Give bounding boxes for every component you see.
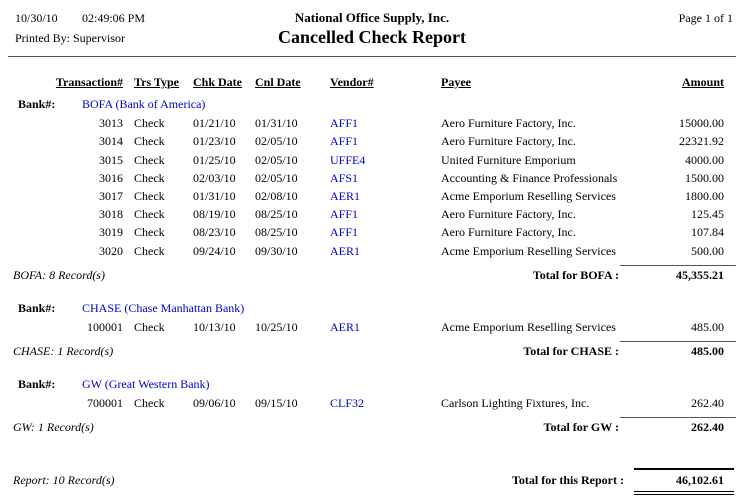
- cell-transaction: 3015: [99, 152, 123, 167]
- vendor-link[interactable]: AER1: [330, 243, 360, 258]
- vendor-link[interactable]: AFF1: [330, 134, 359, 149]
- bank-header-row: [8, 299, 736, 318]
- bank-section: [8, 299, 736, 365]
- bank-total-label: Total for BOFA :: [532, 267, 619, 282]
- column-header-amount: Amount: [681, 75, 724, 89]
- check-row: [8, 242, 736, 260]
- report-total-amount: 46,102.61: [634, 468, 734, 495]
- cell-amount: 1500.00: [685, 170, 724, 185]
- cell-transaction: 3014: [99, 134, 123, 149]
- cell-amount: 15000.00: [679, 116, 724, 131]
- cell-amount: 107.84: [691, 225, 724, 240]
- cell-trs-type: Check: [134, 170, 165, 185]
- cell-chk-date: 09/06/10: [193, 395, 236, 410]
- check-row: [8, 114, 736, 132]
- bank-name-link[interactable]: BOFA (Bank of America): [82, 97, 206, 112]
- bank-rows: [8, 394, 736, 412]
- bank-number-label: Bank#:: [18, 300, 56, 315]
- cell-cnl-date: 02/05/10: [255, 134, 298, 149]
- bank-header-row: [8, 95, 736, 114]
- cell-payee: Accounting & Finance Professionals: [441, 170, 618, 185]
- bank-total-amount: 45,355.21: [620, 265, 736, 283]
- bank-record-summary: CHASE: 1 Record(s): [13, 343, 114, 358]
- column-header-trs-type: Trs Type: [134, 75, 180, 89]
- bank-name-link[interactable]: GW (Great Western Bank): [82, 376, 210, 391]
- vendor-link[interactable]: AFS1: [330, 170, 359, 185]
- report-total-row: [8, 466, 736, 500]
- cell-payee: Aero Furniture Factory, Inc.: [441, 116, 576, 131]
- cell-payee: United Furniture Emporium: [441, 152, 576, 167]
- cell-chk-date: 01/21/10: [193, 116, 236, 131]
- cell-payee: Acme Emporium Reselling Services: [441, 188, 616, 203]
- cell-chk-date: 08/23/10: [193, 225, 236, 240]
- cell-cnl-date: 02/05/10: [255, 152, 298, 167]
- bank-total-label: Total for GW :: [543, 420, 619, 435]
- column-header-row: [8, 73, 736, 91]
- cell-cnl-date: 02/08/10: [255, 188, 298, 203]
- cell-amount: 262.40: [691, 395, 724, 410]
- vendor-link[interactable]: AFF1: [330, 225, 359, 240]
- bank-section: [8, 375, 736, 441]
- cell-transaction: 3018: [99, 207, 123, 222]
- bank-rows: [8, 318, 736, 336]
- cell-amount: 500.00: [691, 243, 724, 258]
- cell-trs-type: Check: [134, 225, 165, 240]
- cell-cnl-date: 08/25/10: [255, 225, 298, 240]
- bank-record-summary: BOFA: 8 Record(s): [13, 267, 105, 282]
- cell-cnl-date: 09/15/10: [255, 395, 298, 410]
- cell-trs-type: Check: [134, 116, 165, 131]
- report-title: Cancelled Check Report: [278, 27, 466, 47]
- bank-number-label: Bank#:: [18, 97, 56, 112]
- cell-payee: Aero Furniture Factory, Inc.: [441, 225, 576, 240]
- cell-cnl-date: 01/31/10: [255, 116, 298, 131]
- check-row: [8, 132, 736, 150]
- cell-payee: Acme Emporium Reselling Services: [441, 243, 616, 258]
- printed-by: Printed By: Supervisor: [15, 31, 125, 45]
- report-total-label: Total for this Report :: [512, 473, 624, 488]
- cell-chk-date: 09/24/10: [193, 243, 236, 258]
- page-indicator: Page 1 of 1: [678, 11, 733, 25]
- check-row: [8, 169, 736, 187]
- cell-chk-date: 02/03/10: [193, 170, 236, 185]
- cell-trs-type: Check: [134, 152, 165, 167]
- check-row: [8, 318, 736, 336]
- vendor-link[interactable]: AFF1: [330, 207, 359, 222]
- cell-cnl-date: 02/05/10: [255, 170, 298, 185]
- check-row: [8, 394, 736, 412]
- cell-transaction: 3017: [99, 188, 123, 203]
- cell-payee: Carlson Lighting Fixtures, Inc.: [441, 395, 590, 410]
- vendor-link[interactable]: AER1: [330, 188, 360, 203]
- cell-transaction: 3020: [99, 243, 123, 258]
- print-date: 10/30/10: [15, 11, 58, 25]
- cell-chk-date: 01/25/10: [193, 152, 236, 167]
- cell-payee: Aero Furniture Factory, Inc.: [441, 207, 576, 222]
- bank-section: [8, 95, 736, 289]
- bank-number-label: Bank#:: [18, 376, 56, 391]
- bank-total-label: Total for CHASE :: [523, 343, 619, 358]
- bank-name-link[interactable]: CHASE (Chase Manhattan Bank): [82, 300, 245, 315]
- cell-trs-type: Check: [134, 134, 165, 149]
- cell-amount: 485.00: [691, 319, 724, 334]
- vendor-link[interactable]: CLF32: [330, 395, 365, 410]
- cell-trs-type: Check: [134, 188, 165, 203]
- cell-transaction: 3013: [99, 116, 123, 131]
- bank-total-amount: 262.40: [620, 417, 736, 435]
- column-header-chk-date: Chk Date: [193, 75, 243, 89]
- column-header-cnl-date: Cnl Date: [255, 75, 301, 89]
- bank-sections: [8, 95, 736, 441]
- cell-cnl-date: 10/25/10: [255, 319, 298, 334]
- company-name: National Office Supply, Inc.: [294, 10, 450, 25]
- cell-cnl-date: 09/30/10: [255, 243, 298, 258]
- vendor-link[interactable]: AFF1: [330, 116, 359, 131]
- report-record-summary: Report: 10 Record(s): [13, 473, 115, 488]
- column-header-payee: Payee: [441, 75, 471, 89]
- bank-total-amount: 485.00: [620, 341, 736, 359]
- cell-transaction: 3016: [99, 170, 123, 185]
- bank-summary-row: [8, 417, 736, 441]
- cell-amount: 22321.92: [679, 134, 724, 149]
- cell-cnl-date: 08/25/10: [255, 207, 298, 222]
- check-row: [8, 223, 736, 241]
- vendor-link[interactable]: UFFE4: [330, 152, 366, 167]
- vendor-link[interactable]: AER1: [330, 319, 360, 334]
- check-row: [8, 187, 736, 205]
- print-time: 02:49:06 PM: [82, 11, 146, 25]
- cell-amount: 125.45: [691, 207, 724, 222]
- cell-transaction: 700001: [87, 395, 123, 410]
- report-header: [8, 0, 736, 57]
- cell-transaction: 100001: [87, 319, 123, 334]
- cell-chk-date: 01/23/10: [193, 134, 236, 149]
- bank-record-summary: GW: 1 Record(s): [13, 420, 94, 435]
- check-row: [8, 151, 736, 169]
- cell-transaction: 3019: [99, 225, 123, 240]
- cell-chk-date: 10/13/10: [193, 319, 236, 334]
- cell-trs-type: Check: [134, 243, 165, 258]
- column-header-transaction: Transaction#: [55, 75, 123, 89]
- cell-payee: Acme Emporium Reselling Services: [441, 319, 616, 334]
- cell-amount: 4000.00: [685, 152, 724, 167]
- check-row: [8, 205, 736, 223]
- cell-trs-type: Check: [134, 207, 165, 222]
- cell-trs-type: Check: [134, 319, 165, 334]
- cell-chk-date: 08/19/10: [193, 207, 236, 222]
- bank-summary-row: [8, 265, 736, 289]
- column-header-vendor: Vendor#: [330, 75, 374, 89]
- cell-amount: 1800.00: [685, 188, 724, 203]
- cell-payee: Aero Furniture Factory, Inc.: [441, 134, 576, 149]
- cell-trs-type: Check: [134, 395, 165, 410]
- bank-summary-row: [8, 341, 736, 365]
- cell-chk-date: 01/31/10: [193, 188, 236, 203]
- bank-rows: [8, 114, 736, 260]
- bank-header-row: [8, 375, 736, 394]
